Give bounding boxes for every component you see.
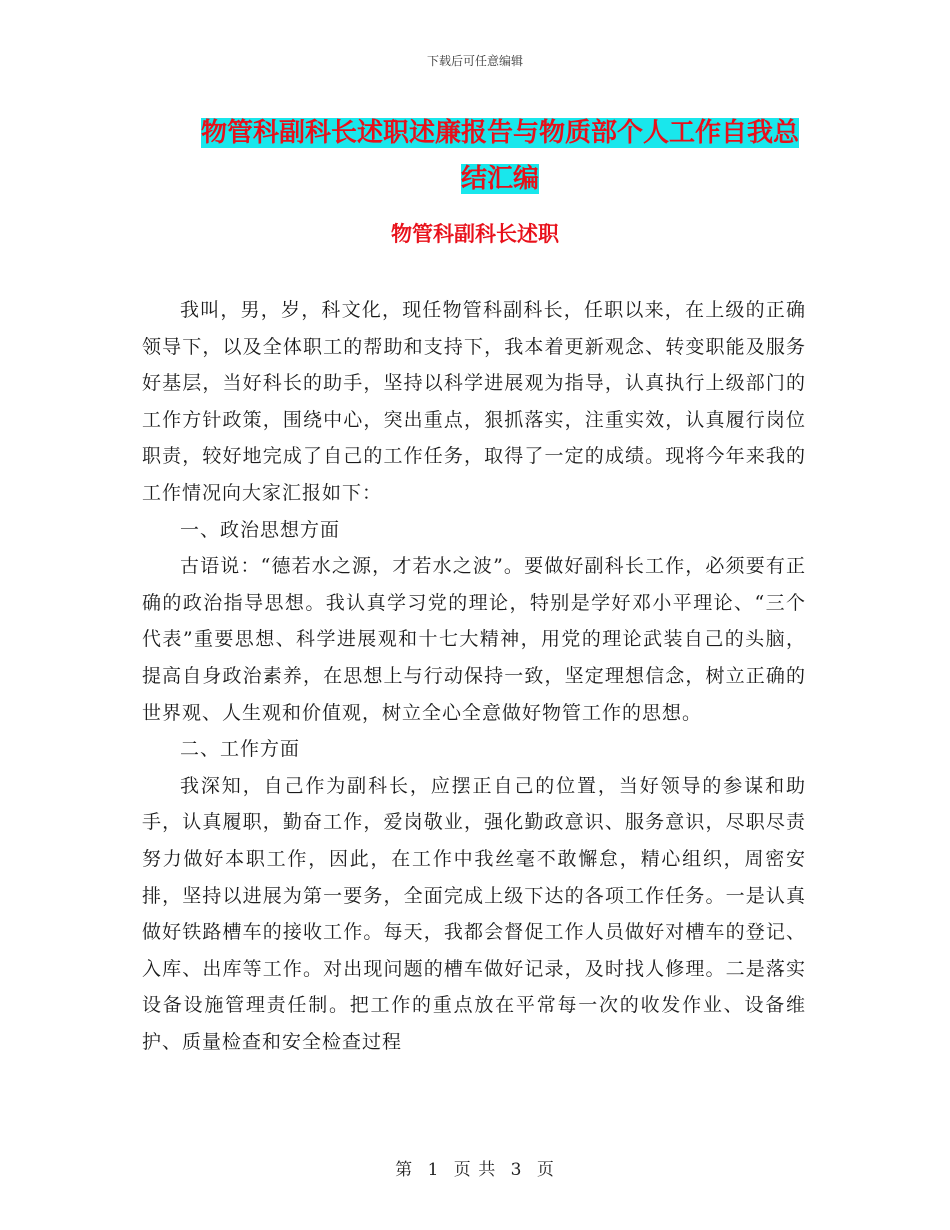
document-title [190, 110, 810, 202]
paragraph-political: 古语说：“德若水之源，才若水之波”。要做好副科长工作，必须要有正确的政治指导思想。我认真学习党的理论，特别是学好邓小平理论、“三个代表”重要思想、科学进展观和十七大精神，用党的理论武装自己的头脑，提高自身政治素养，在思想上与行动保持一致，坚定理想信念，树立正确的世界观、人生观和价值观，树立全心全意做好物管工作的思想。 [142, 555, 806, 724]
document-body [142, 292, 806, 1060]
footer-prefix: 第 [395, 1160, 414, 1180]
footer-mid: 页 共 [453, 1160, 497, 1180]
footer-page-number: 1 [427, 1160, 440, 1180]
page-footer [0, 1155, 950, 1180]
section-title: 物管科副科长述职 [391, 222, 559, 246]
paragraph-work: 我深知，自己作为副科长，应摆正自己的位置，当好领导的参谋和助手，认真履职，勤奋工作，爱岗敬业，强化勤政意识、服务意识，尽职尽责努力做好本职工作，因此，在工作中我丝毫不敢懈怠，精心组织，周密安排，坚持以进展为第一要务，全面完成上级下达的各项工作任务。一是认真做好铁路槽车的接收工作。每天，我都会督促工作人员做好对槽车的登记、入库、出库等工作。对出现问题的槽车做好记录，及时找人修理。二是落实设备设施管理责任制。把工作的重点放在平常每一次的收发作业、设备维护、质量检查和安全检查过程 [142, 774, 806, 1053]
document-title-line2: 结汇编 [460, 164, 539, 194]
header-note: 下载后可任意编辑 [426, 54, 523, 68]
document-title-line1: 物管科副科长述职述廉报告与物质部个人工作自我总 [200, 118, 799, 148]
footer-total-pages: 3 [510, 1160, 523, 1180]
footer-suffix: 页 [536, 1160, 555, 1180]
heading-political: 一、政治思想方面 [180, 518, 341, 541]
heading-work: 二、工作方面 [180, 738, 301, 761]
paragraph-intro: 我叫，男，岁，科文化，现任物管科副科长，任职以来，在上级的正确领导下，以及全体职工的帮助和支持下，我本着更新观念、转变职能及服务好基层，当好科长的助手，坚持以科学进展观为指导，认真执行上级部门的工作方针政策，围绕中心，突出重点，狠抓落实，注重实效，认真履行岗位职责，较好地完成了自己的工作任务，取得了一定的成绩。现将今年来我的工作情况向大家汇报如下： [142, 299, 806, 504]
